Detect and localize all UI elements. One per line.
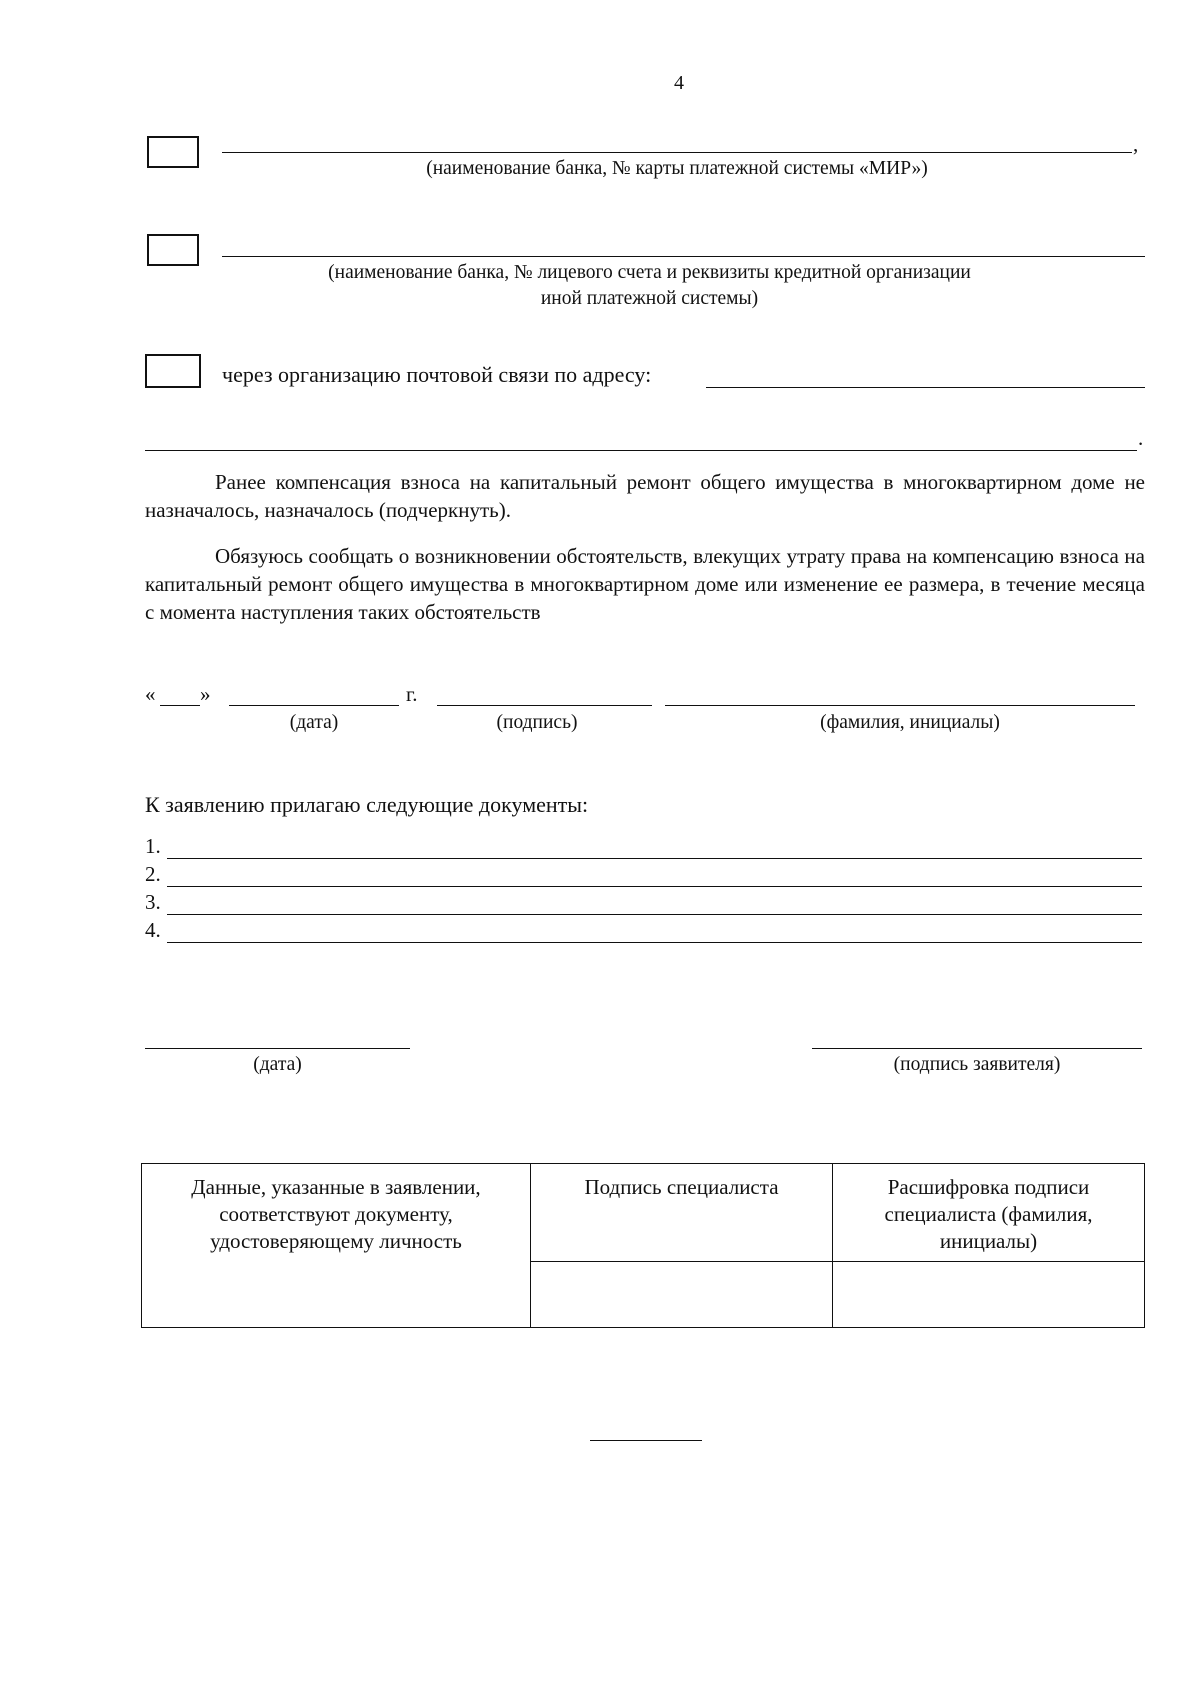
verification-data-cell	[142, 1164, 531, 1328]
day-input-line[interactable]	[160, 705, 200, 706]
applicant-signature-input-line[interactable]	[812, 1048, 1142, 1049]
bank-account-caption-line2: иной платежной системы)	[540, 288, 759, 309]
attachment-number: 4.	[145, 918, 161, 942]
year-suffix: г.	[406, 682, 418, 706]
attachment-input-line[interactable]	[167, 886, 1142, 887]
verification-table	[141, 1163, 1145, 1328]
bank-card-input-line[interactable]	[222, 152, 1132, 153]
name-input-line[interactable]	[665, 705, 1135, 706]
attachment-input-line[interactable]	[167, 914, 1142, 915]
specialist-signature-label: Подпись специалиста	[584, 1175, 779, 1199]
signature-caption: (подпись)	[496, 712, 578, 733]
attachment-number: 3.	[145, 890, 161, 914]
verification-data-text: Данные, указанные в заявлении, соответствуют документу, удостоверяющему личность	[191, 1175, 481, 1253]
post-office-label: через организацию почтовой связи по адресу:	[222, 362, 652, 387]
month-input-line[interactable]	[229, 705, 399, 706]
post-office-checkbox[interactable]	[145, 354, 201, 388]
previous-compensation-paragraph: Ранее компенсация взноса на капитальный ремонт общего имущества в многоквартирном доме не назначалось, назначалось (подчеркнуть).	[145, 470, 1145, 522]
attachments-heading: К заявлению прилагаю следующие документы:	[145, 792, 589, 817]
bank-account-input-line[interactable]	[222, 256, 1145, 257]
date-caption: (дата)	[289, 712, 339, 733]
post-address-trailing-dot: .	[1138, 426, 1144, 450]
bank-card-checkbox[interactable]	[147, 136, 199, 168]
specialist-name-field[interactable]	[833, 1262, 1145, 1328]
attachment-input-line[interactable]	[167, 858, 1142, 859]
page-number: 4	[674, 72, 684, 94]
attachment-input-line[interactable]	[167, 942, 1142, 943]
specialist-signature-field[interactable]	[531, 1262, 833, 1328]
post-address-input-line[interactable]	[706, 387, 1145, 388]
specialist-name-label: Расшифровка подписи специалиста (фамилия, инициалы)	[884, 1175, 1093, 1253]
specialist-signature-header	[531, 1164, 833, 1262]
applicant-signature-caption: (подпись заявителя)	[893, 1054, 1061, 1075]
date-quote-close: »	[200, 682, 211, 706]
attachment-number: 2.	[145, 862, 161, 886]
bottom-date-input-line[interactable]	[145, 1048, 410, 1049]
bank-account-checkbox[interactable]	[147, 234, 199, 266]
attachment-number: 1.	[145, 834, 161, 858]
date-quote-open: «	[145, 682, 156, 706]
bank-account-caption-line1: (наименование банка, № лицевого счета и реквизиты кредитной организации	[328, 262, 971, 283]
signature-input-line[interactable]	[437, 705, 652, 706]
bank-card-trailing-comma: ,	[1133, 132, 1139, 156]
name-caption: (фамилия, инициалы)	[820, 712, 1000, 733]
bottom-date-caption: (дата)	[253, 1054, 302, 1075]
obligation-paragraph: Обязуюсь сообщать о возникновении обстоятельств, влекущих утрату права на компенсацию взноса на капитальный ремонт общего имущества в многоквартирном доме или изменение ее размера, в течение месяца с момента наступления таких обстоятельств	[145, 544, 1145, 624]
bank-card-caption: (наименование банка, № карты платежной системы «МИР»)	[426, 158, 928, 179]
specialist-name-header	[833, 1164, 1145, 1262]
closing-separator	[590, 1440, 702, 1441]
post-address-input-line-2[interactable]	[145, 450, 1137, 451]
